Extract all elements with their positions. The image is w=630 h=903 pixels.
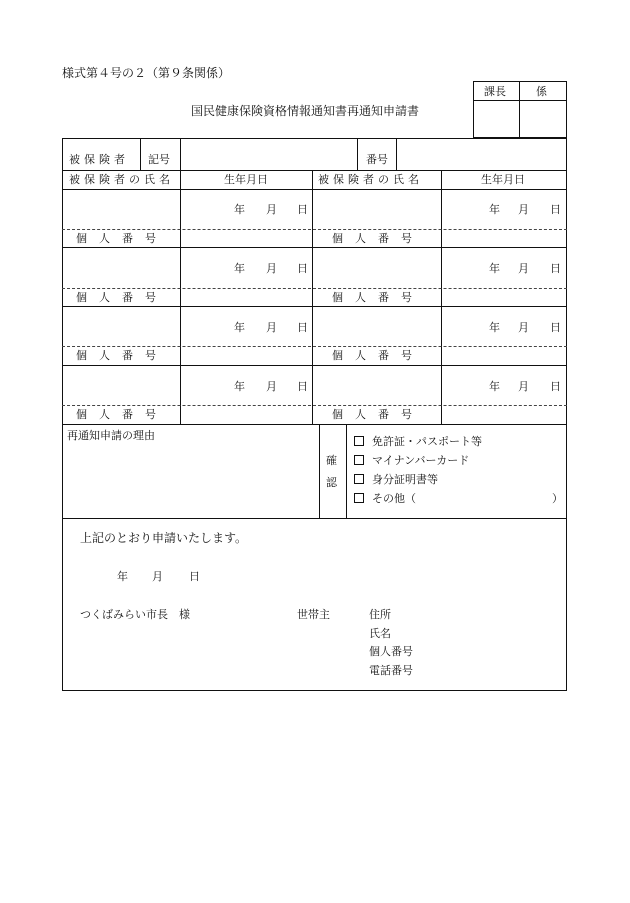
personal-number-label: 個人番号 [332,408,424,421]
insured-name-field[interactable] [314,191,440,227]
dob-year: 年 [234,321,245,334]
personal-number-label: 個人番号 [76,291,168,304]
dob-month: 月 [518,380,529,393]
dob-day: 日 [550,203,561,216]
insured-name-field[interactable] [64,249,180,286]
approval-staff-stamp-field[interactable] [520,101,566,137]
personal-number-field[interactable] [182,347,312,364]
dob-year: 年 [489,380,500,393]
dob-day: 日 [297,262,308,275]
reason-label: 再通知申請の理由 [67,429,155,442]
personal-number-label: 個人番号 [332,291,424,304]
personal-number-field[interactable] [443,347,565,364]
personal-number-field[interactable] [443,289,565,305]
householder-label: 世帯主 [297,608,330,621]
symbol-field[interactable] [182,140,356,169]
form-title: 国民健康保険資格情報通知書再通知申請書 [191,104,420,118]
personal-number-field[interactable] [182,406,312,423]
dob-day: 日 [550,380,561,393]
table-row [62,247,567,306]
confirm-label-top: 確 [326,454,337,467]
personal-number-field[interactable] [182,289,312,305]
dob-month: 月 [266,262,277,275]
dob-day: 日 [550,262,561,275]
dob-year: 年 [234,380,245,393]
dob-year: 年 [489,203,500,216]
date-day: 日 [189,570,200,583]
dob-month: 月 [518,262,529,275]
address-label: 住所 [369,608,391,621]
table-row [62,306,567,365]
approval-chief-stamp-field[interactable] [474,101,518,137]
form-number: 様式第４号の２（第９条関係） [62,66,231,80]
dob-month: 月 [266,380,277,393]
confirm-option-id[interactable]: 身分証明書等 [354,474,438,485]
dob-day: 日 [297,321,308,334]
personal-number-field[interactable] [182,230,312,246]
table-row [62,189,567,247]
dob-header-left: 生年月日 [224,173,268,186]
dob-month: 月 [266,321,277,334]
personal-number-label: 個人番号 [76,232,168,245]
insured-name-field[interactable] [314,308,440,345]
date-month: 月 [152,570,163,583]
name-field[interactable] [400,623,560,641]
application-date-field[interactable] [80,566,200,584]
personal-number-label: 個人番号 [369,645,413,658]
confirm-option-other[interactable]: その他（ [354,493,416,504]
name-header-right: 被保険者の氏名 [318,173,423,186]
checkbox[interactable] [354,474,364,484]
address-field[interactable] [400,604,560,622]
dob-year: 年 [489,262,500,275]
householder-personal-number-field[interactable] [424,641,560,659]
personal-number-label: 個人番号 [76,408,168,421]
dob-day: 日 [550,321,561,334]
personal-number-label: 個人番号 [332,349,424,362]
dob-year: 年 [234,262,245,275]
personal-number-label: 個人番号 [332,232,424,245]
approval-chief: 課長 [484,85,506,98]
phone-label: 電話番号 [369,664,413,677]
insured-label: 被保険者 [69,153,129,166]
phone-field[interactable] [424,660,560,678]
approval-staff: 係 [536,85,547,98]
confirm-label-bottom: 認 [326,476,337,489]
confirm-option-mynumber[interactable]: マイナンバーカード [354,455,469,466]
dob-month: 月 [266,203,277,216]
checkbox[interactable] [354,436,364,446]
name-header-left: 被保険者の氏名 [69,173,174,186]
insured-name-field[interactable] [64,191,180,227]
personal-number-field[interactable] [443,230,565,246]
symbol-label: 記号 [148,153,170,166]
number-label: 番号 [366,153,388,166]
dob-month: 月 [518,203,529,216]
checkbox[interactable] [354,455,364,465]
checkbox[interactable] [354,493,364,503]
dob-header-right: 生年月日 [481,173,525,186]
confirm-other-close: ） [552,492,563,505]
name-label: 氏名 [369,627,391,640]
dob-day: 日 [297,380,308,393]
dob-month: 月 [518,321,529,334]
dob-year: 年 [489,321,500,334]
insured-name-field[interactable] [64,308,180,345]
confirm-other-field[interactable] [430,490,548,506]
personal-number-label: 個人番号 [76,349,168,362]
dob-year: 年 [234,203,245,216]
number-field[interactable] [398,140,566,169]
date-year: 年 [117,570,128,583]
insured-name-field[interactable] [314,367,440,404]
dob-day: 日 [297,203,308,216]
insured-name-field[interactable] [314,249,440,286]
reason-field[interactable] [66,446,316,514]
personal-number-field[interactable] [443,406,565,423]
declaration-statement: 上記のとおり申請いたします。 [80,531,248,545]
confirm-option-license[interactable]: 免許証・パスポート等 [354,436,482,447]
addressee: つくばみらい市長 様 [80,608,190,621]
insured-name-field[interactable] [64,367,180,404]
table-row [62,365,567,424]
